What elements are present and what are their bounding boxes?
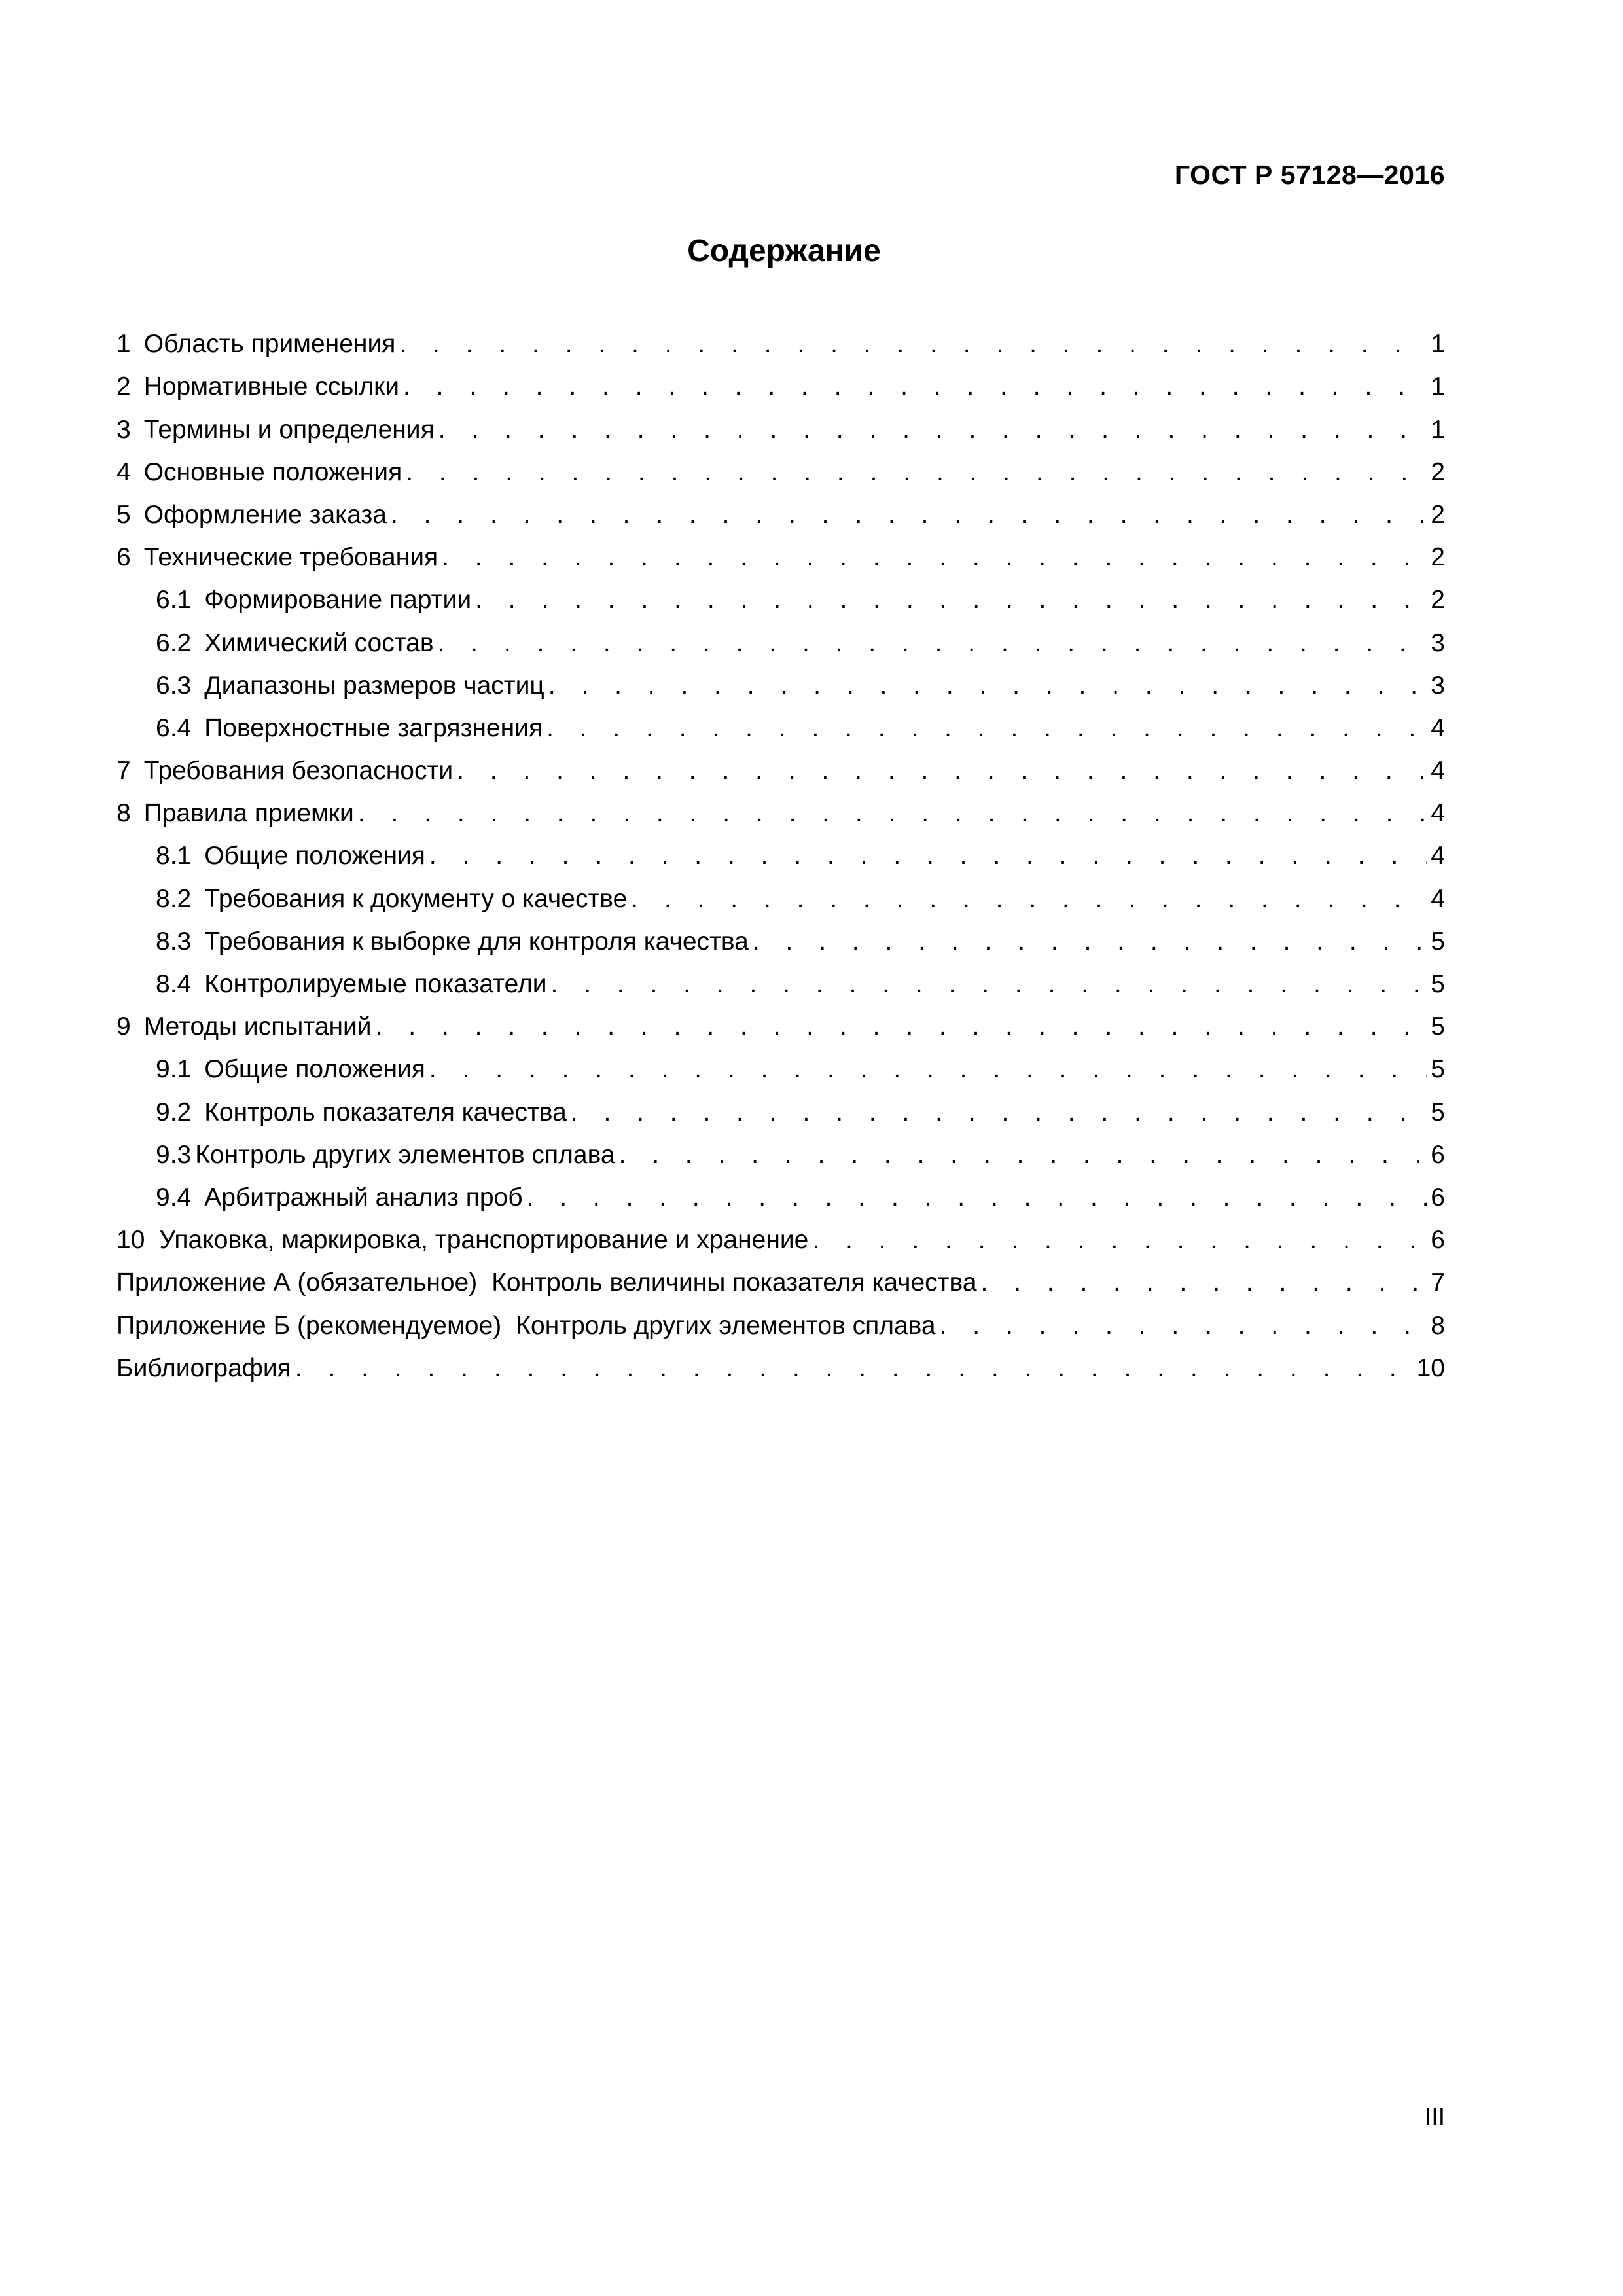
toc-entry-number: 1 [116,330,131,359]
toc-dot-leader [571,1100,1427,1125]
toc-entry[interactable] [116,485,1445,528]
toc-entry-number: 10 [116,1226,145,1255]
toc-entry-number: 8.4 [156,970,192,998]
toc-entry-number: 8 [116,799,131,828]
toc-entry-page: 4 [1431,757,1445,785]
toc-entry-page: 2 [1431,457,1445,486]
toc-dot-leader [399,331,1427,357]
toc-entry-label: Диапазоны размеров частиц [204,671,544,700]
toc-entry-page: 3 [1431,671,1445,700]
toc-entry[interactable] [116,357,1445,399]
toc-entry-number: 3 [116,415,131,444]
toc-dot-leader [546,715,1427,741]
toc-entry-label: Контроль других элементов сплава [195,1140,615,1169]
toc-entry-label: Библиография [116,1354,291,1382]
toc-subentry[interactable] [116,570,1445,613]
toc-dot-leader [391,502,1427,528]
toc-entry[interactable] [116,997,1445,1039]
toc-entry[interactable] [116,783,1445,826]
toc-entry-number: 6.3 [156,671,192,700]
toc-entry[interactable] [116,399,1445,442]
toc-subentry[interactable] [116,613,1445,655]
toc-dot-leader [438,417,1427,442]
toc-entry-page: 8 [1431,1311,1445,1340]
toc-entry-label: Основные положения [143,457,402,486]
toc-appendix-entry[interactable] [116,1253,1445,1295]
toc-entry-label: Контроль показателя качества [204,1098,567,1126]
toc-entry-page: 3 [1431,628,1445,657]
toc-entry-page: 6 [1431,1140,1445,1169]
toc-entry-page: 7 [1431,1268,1445,1297]
toc-entry[interactable] [116,1210,1445,1253]
toc-entry-label: Технические требования [143,543,438,572]
toc-entry-label: Контроль других элементов сплава [516,1311,936,1340]
toc-dot-leader [527,1185,1427,1210]
toc-dot-leader [981,1270,1427,1295]
toc-entry-page: 5 [1431,970,1445,998]
toc-dot-leader [457,758,1427,783]
toc-dot-leader [429,843,1427,869]
toc-appendix-number: Приложение Б (рекомендуемое) [116,1311,502,1340]
toc-entry[interactable] [116,1338,1445,1381]
toc-entry-number: 5 [116,500,131,529]
toc-dot-leader [358,800,1427,826]
toc-entry-number: 8.2 [156,884,192,913]
toc-entry-label: Общие положения [204,842,425,870]
toc-entry-label: Требования к выборке для контроля качества [204,927,749,956]
toc-entry-page: 1 [1431,415,1445,444]
toc-entry-page: 4 [1431,713,1445,742]
toc-dot-leader [406,459,1427,485]
toc-subentry[interactable] [116,869,1445,911]
toc-subentry[interactable] [116,1039,1445,1082]
toc-entry-label: Требования к документу о качестве [204,884,628,913]
toc-entry-page: 4 [1431,884,1445,913]
document-code: ГОСТ Р 57128—2016 [1174,160,1445,190]
toc-entry-page: 5 [1431,1098,1445,1126]
toc-entry-label: Контролируемые показатели [204,970,547,998]
toc-dot-leader [376,1014,1427,1039]
toc-entry[interactable] [116,528,1445,570]
toc-dot-leader [438,630,1427,656]
toc-entry-page: 2 [1431,543,1445,572]
toc-dot-leader [403,374,1427,399]
toc-dot-leader [753,929,1427,954]
table-of-contents [116,314,1445,1381]
toc-dot-leader [551,971,1427,997]
toc-entry-page: 5 [1431,1055,1445,1084]
toc-dot-leader [442,545,1427,570]
toc-entry-page: 5 [1431,1013,1445,1041]
toc-entry-number: 6.1 [156,586,192,615]
toc-entry-page: 10 [1416,1354,1445,1382]
toc-subentry[interactable] [116,912,1445,954]
toc-entry-page: 4 [1431,842,1445,870]
toc-dot-leader [812,1227,1427,1253]
toc-dot-leader [429,1056,1427,1082]
toc-entry-number: 4 [116,457,131,486]
toc-subentry[interactable] [116,1125,1445,1168]
toc-entry-number: 9.1 [156,1055,192,1084]
toc-entry-label: Оформление заказа [143,500,387,529]
toc-entry-label: Химический состав [204,628,434,657]
toc-entry-number: 9 [116,1013,131,1041]
toc-entry-label: Формирование партии [204,586,472,615]
toc-appendix-number: Приложение А (обязательное) [116,1268,478,1297]
toc-entry-page: 6 [1431,1226,1445,1255]
toc-dot-leader [940,1313,1427,1338]
page-number: III [1425,2103,1445,2130]
toc-entry-page: 5 [1431,927,1445,956]
toc-dot-leader [631,886,1427,912]
toc-dot-leader [295,1355,1413,1381]
toc-entry-number: 6.2 [156,628,192,657]
toc-entry-page: 1 [1431,330,1445,359]
toc-subentry[interactable] [116,826,1445,869]
toc-entry-page: 1 [1431,372,1445,401]
toc-entry-number: 9.2 [156,1098,192,1126]
toc-appendix-entry[interactable] [116,1295,1445,1338]
toc-entry-label: Общие положения [204,1055,425,1084]
toc-entry[interactable] [116,741,1445,783]
toc-entry-page: 4 [1431,799,1445,828]
toc-subentry[interactable] [116,656,1445,698]
toc-entry-page: 2 [1431,586,1445,615]
toc-title: Содержание [687,234,881,268]
toc-entry-number: 7 [116,757,131,785]
toc-entry[interactable] [116,442,1445,485]
toc-entry-label: Требования безопасности [143,757,454,785]
toc-dot-leader [548,673,1427,698]
toc-entry-label: Методы испытаний [143,1013,372,1041]
toc-entry-page: 2 [1431,500,1445,529]
toc-dot-leader [619,1142,1427,1168]
toc-subentry[interactable] [116,1082,1445,1124]
toc-entry-number: 2 [116,372,131,401]
toc-entry[interactable] [116,314,1445,357]
toc-entry-label: Упаковка, маркировка, транспортирование и хранение [159,1226,809,1255]
toc-subentry[interactable] [116,698,1445,741]
toc-entry-label: Термины и определения [143,415,435,444]
toc-entry-label: Арбитражный анализ проб [204,1183,523,1211]
toc-entry-number: 6 [116,543,131,572]
toc-entry-page: 6 [1431,1183,1445,1211]
toc-entry-number: 9.3 [156,1140,192,1169]
toc-subentry[interactable] [116,954,1445,997]
toc-entry-number: 8.3 [156,927,192,956]
toc-entry-number: 8.1 [156,842,192,870]
toc-entry-label: Область применения [143,330,396,359]
toc-entry-label: Контроль величины показателя качества [491,1268,977,1297]
toc-entry-number: 6.4 [156,713,192,742]
toc-entry-label: Нормативные ссылки [143,372,399,401]
toc-entry-label: Правила приемки [143,799,354,828]
toc-dot-leader [475,587,1427,613]
toc-entry-label: Поверхностные загрязнения [204,713,543,742]
toc-subentry[interactable] [116,1168,1445,1210]
toc-entry-number: 9.4 [156,1183,192,1211]
